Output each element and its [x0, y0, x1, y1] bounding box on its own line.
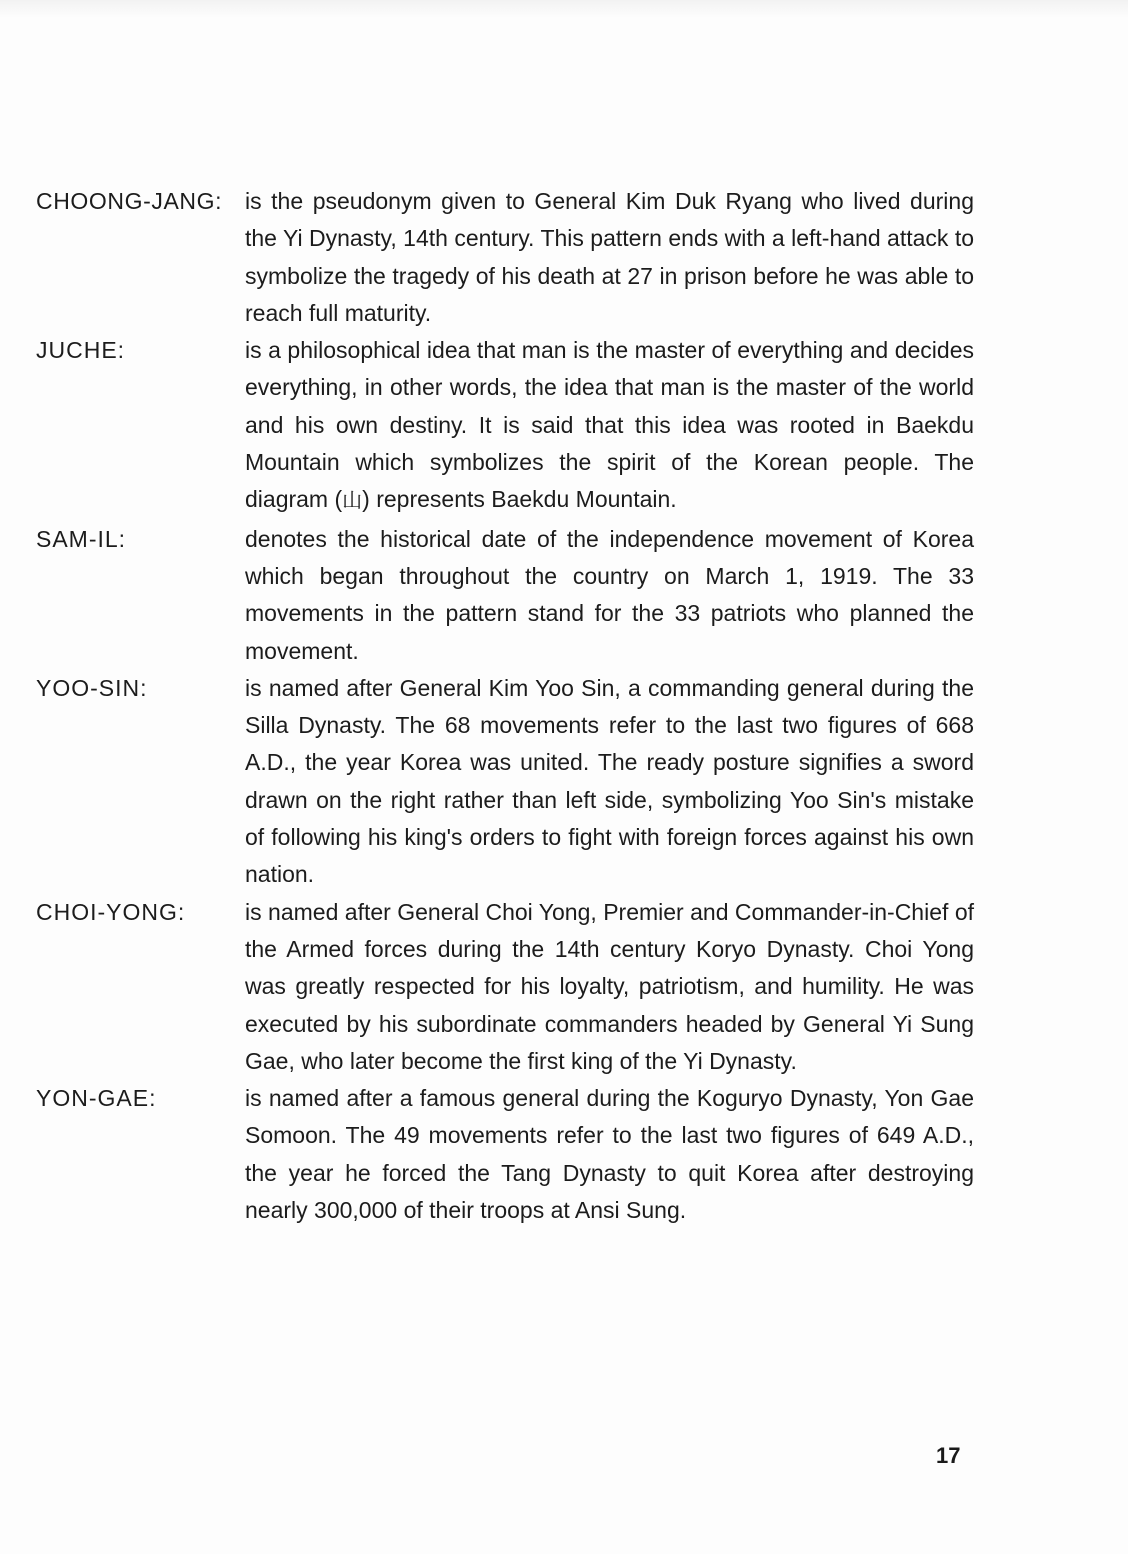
pattern-definitions-list	[36, 183, 976, 1229]
term-yoo-sin: YOO-SIN:	[36, 674, 148, 701]
entry-juche	[36, 332, 976, 520]
definition-yoo-sin: is named after General Kim Yoo Sin, a commanding general during the Silla Dynasty. The 68 movements refer to the last two figures of 668 A.D., the year Korea was united. The ready posture signifies a sword drawn on the right rather than left side, symbolizing Yoo Sin's mistake of following his king's orders to fight with foreign forces against his own nation.	[245, 674, 974, 888]
entry-choi-yong	[36, 894, 976, 1080]
definition-choong-jang: is the pseudonym given to General Kim Duk Ryang who lived during the Yi Dynasty, 14th century. This pattern ends with a left-hand attack to symbolize the tragedy of his death at 27 in prison before he was able to reach full maturity.	[245, 188, 974, 326]
entry-yon-gae	[36, 1080, 976, 1229]
term-choong-jang: CHOONG-JANG:	[36, 188, 223, 214]
term-yon-gae: YON-GAE:	[36, 1085, 157, 1112]
term-sam-il: SAM-IL:	[36, 525, 127, 552]
definition-juche-part-1: is a philosophical idea that man is the master of everything and decides everything, in other words, the idea that man is the master of the world and his own destiny. It is said that this idea was rooted in Baekdu Mountain which symbolizes the spirit of the Korean people. The diagram (	[245, 337, 974, 513]
entry-choong-jang	[36, 183, 976, 332]
mountain-diagram-glyph: 山	[342, 490, 363, 513]
definition-juche	[245, 332, 974, 520]
definition-yon-gae: is named after a famous general during the Koguryo Dynasty, Yon Gae Somoon. The 49 movements refer to the last two figures of 649 A.D., the year he forced the Tang Dynasty to quit Korea after destroying nearly 300,000 of their troops at Ansi Sung.	[245, 1085, 974, 1224]
definition-choi-yong: is named after General Choi Yong, Premier and Commander-in-Chief of the Armed forces during the 14th century Koryo Dynasty. Choi Yong was greatly respected for his loyalty, patriotism, and humility. He was executed by his subordinate commanders headed by General Yi Sung Gae, who later become the first king of the Yi Dynasty.	[245, 898, 974, 1074]
definition-juche-part-2: ) represents Baekdu Mountain.	[362, 486, 677, 513]
definition-sam-il: denotes the historical date of the independence movement of Korea which began throughout the country on March 1, 1919. The 33 movements in the pattern stand for the 33 patriots who planned the movement.	[245, 525, 974, 664]
entry-yoo-sin	[36, 670, 976, 894]
entry-sam-il	[36, 521, 976, 670]
page-number: 17	[936, 1443, 961, 1468]
scan-shadow	[0, 0, 1128, 18]
term-choi-yong: CHOI-YONG:	[36, 898, 186, 925]
term-juche: JUCHE:	[36, 337, 126, 364]
